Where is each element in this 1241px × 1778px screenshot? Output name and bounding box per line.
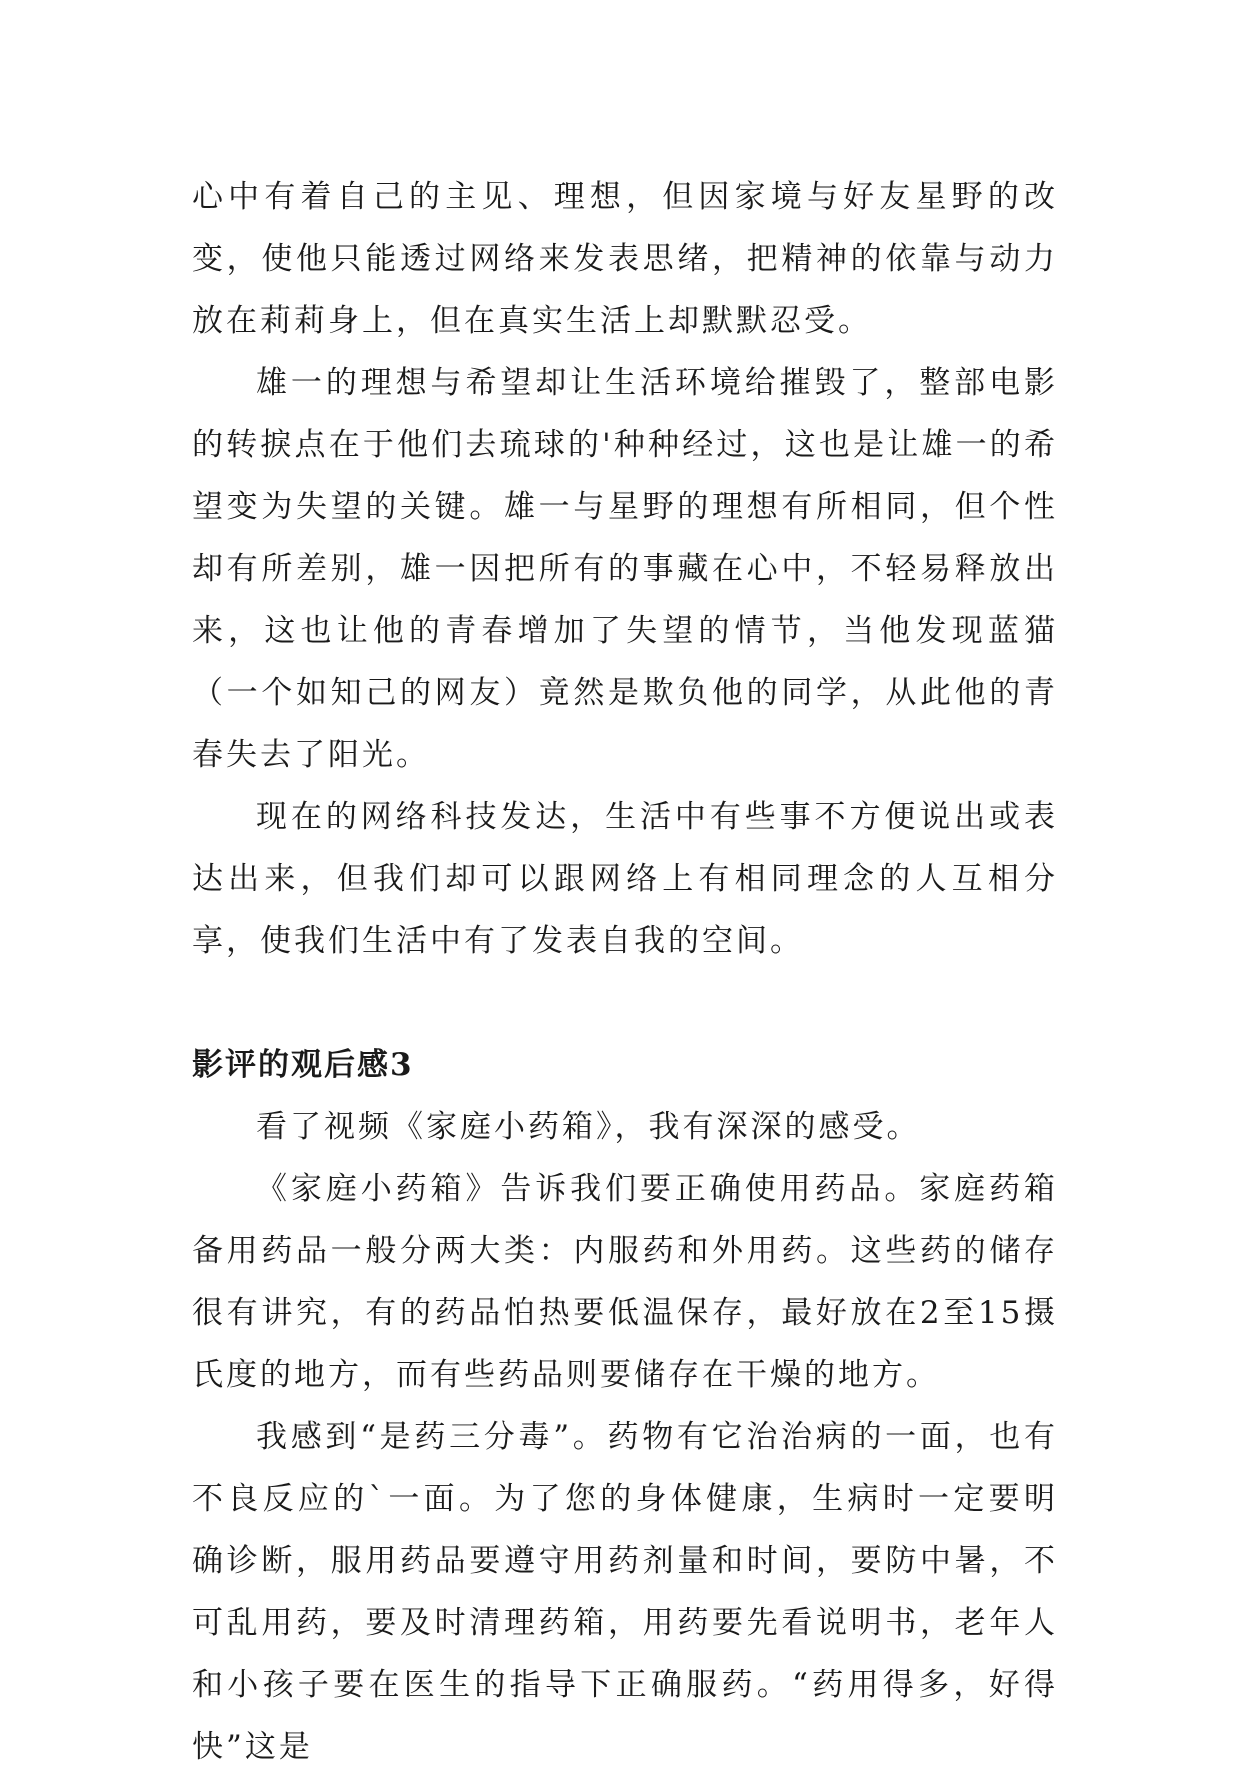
document-page	[192, 166, 1058, 1778]
paragraph-2: 雄一的理想与希望却让生活环境给摧毁了，整部电影的转捩点在于他们去琉球的'种种经过，这也是让雄一的希望变为失望的关键。雄一与星野的理想有所相同，但个性却有所差别，雄一因把所有的事藏在心中，不轻易释放出来，这也让他的青春增加了失望的情节，当他发现蓝猫（一个如知己的网友）竟然是欺负他的同学，从此他的青春失去了阳光。	[192, 365, 1058, 773]
paragraph-5: 《家庭小药箱》告诉我们要正确使用药品。家庭药箱备用药品一般分两大类：内服药和外用药。这些药的储存很有讲究，有的药品怕热要低温保存，最好放在2至15摄氏度的地方，而有些药品则要储存在干燥的地方。	[192, 1171, 1058, 1393]
paragraph-6: 我感到“是药三分毒”。药物有它治治病的一面，也有不良反应的`一面。为了您的身体健康，生病时一定要明确诊断，服用药品要遵守用药剂量和时间，要防中暑，不可乱用药，要及时清理药箱，用药要先看说明书，老年人和小孩子要在医生的指导下正确服药。“药用得多，好得快”这是	[192, 1419, 1058, 1765]
section-heading: 影评的观后感3	[192, 1047, 414, 1083]
paragraph-1: 心中有着自己的主见、理想，但因家境与好友星野的改变，使他只能透过网络来发表思绪，把精神的依靠与动力放在莉莉身上，但在真实生活上却默默忍受。	[192, 179, 1058, 339]
paragraph-3: 现在的网络科技发达，生活中有些事不方便说出或表达出来，但我们却可以跟网络上有相同理念的人互相分享，使我们生活中有了发表自我的空间。	[192, 799, 1058, 959]
paragraph-4: 看了视频《家庭小药箱》，我有深深的感受。	[256, 1109, 921, 1145]
